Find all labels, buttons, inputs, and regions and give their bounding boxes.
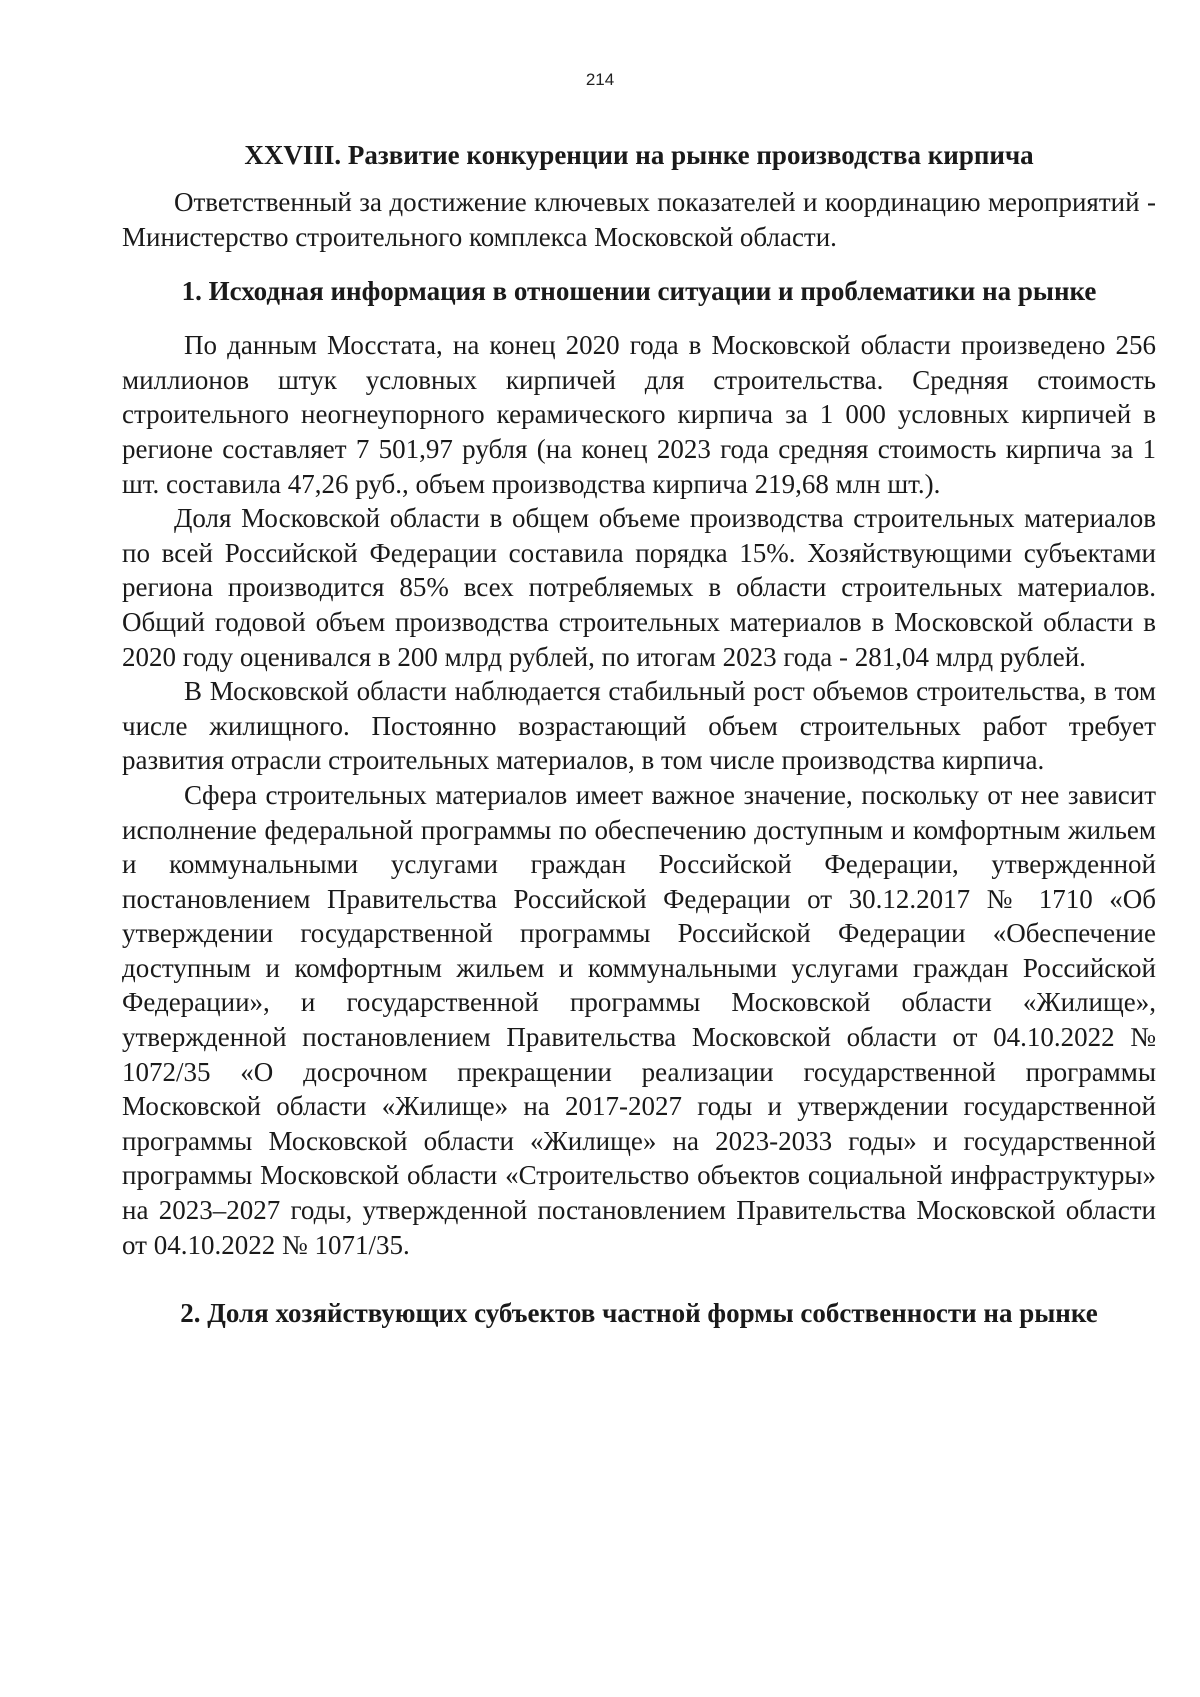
body-paragraph-1: По данным Мосстата, на конец 2020 года в Московской области произведено 256 миллионов штук условных кирпичей для строительства. Средняя стоимость строительного неогнеупорного керамического кирпича за 1 000 условных кирпичей в регионе составляет 7 501,97 рубля (на конец 2023 года средняя стоимость кирпича за 1 шт. составила 47,26 руб., объем производства кирпича 219,68 млн шт.).: [122, 330, 1156, 499]
body-paragraph-4: Сфера строительных материалов имеет важное значение, поскольку от нее зависит исполнение федеральной программы по обеспечению доступным и комфортным жильем и коммунальными услугами граждан Российской Федерации, утвержденной постановлением Правительства Российской Федерации от 30.12.2017 № 1710 «Об утверждении государственной программы Российской Федерации «Обеспечение доступным и комфортным жильем и коммунальными услугами граждан Российской Федерации», и государственной программы Московской области «Жилище», утвержденной постановлением Правительства Московской области от 04.10.2022 № 1072/35 «О досрочном прекращении реализации государственной программы Московской области «Жилище» на 2017-2027 годы и утверждении государственной программы Московской области «Жилище» на 2023-2033 годы» и государственной программы Московской области «Строительство объектов социальной инфраструктуры» на 2023–2027 годы, утвержденной постановлением Правительства Московской области от 04.10.2022 № 1071/35.: [122, 779, 1156, 1260]
subsection-2-title: 2. Доля хозяйствующих субъектов частной формы собственности на рынке: [180, 1298, 1098, 1329]
document-body: [122, 138, 1156, 1330]
body-paragraph-2: Доля Московской области в общем объеме производства строительных материалов по всей Российской Федерации составила порядка 15%. Хозяйствующими субъектами региона производится 85% всех потребляемых в области строительных материалов. Общий годовой объем производства строительных материалов в Московской области в 2020 году оценивался в 200 млрд рублей, по итогам 2023 года - 281,04 млрд рублей.: [122, 503, 1156, 672]
subsection-1-title: 1. Исходная информация в отношении ситуации и проблематики на рынке: [181, 276, 1097, 307]
section-title: XXVIII. Развитие конкуренции на рынке производства кирпича: [244, 140, 1034, 170]
page-number: 214: [585, 70, 615, 89]
responsible-paragraph: Ответственный за достижение ключевых показателей и координацию мероприятий - Министерство строительного комплекса Московской области.: [122, 187, 1156, 252]
body-paragraph-3: В Московской области наблюдается стабильный рост объемов строительства, в том числе жилищного. Постоянно возрастающий объем строительных работ требует развития отрасли строительных материалов, в том числе производства кирпича.: [122, 676, 1156, 776]
